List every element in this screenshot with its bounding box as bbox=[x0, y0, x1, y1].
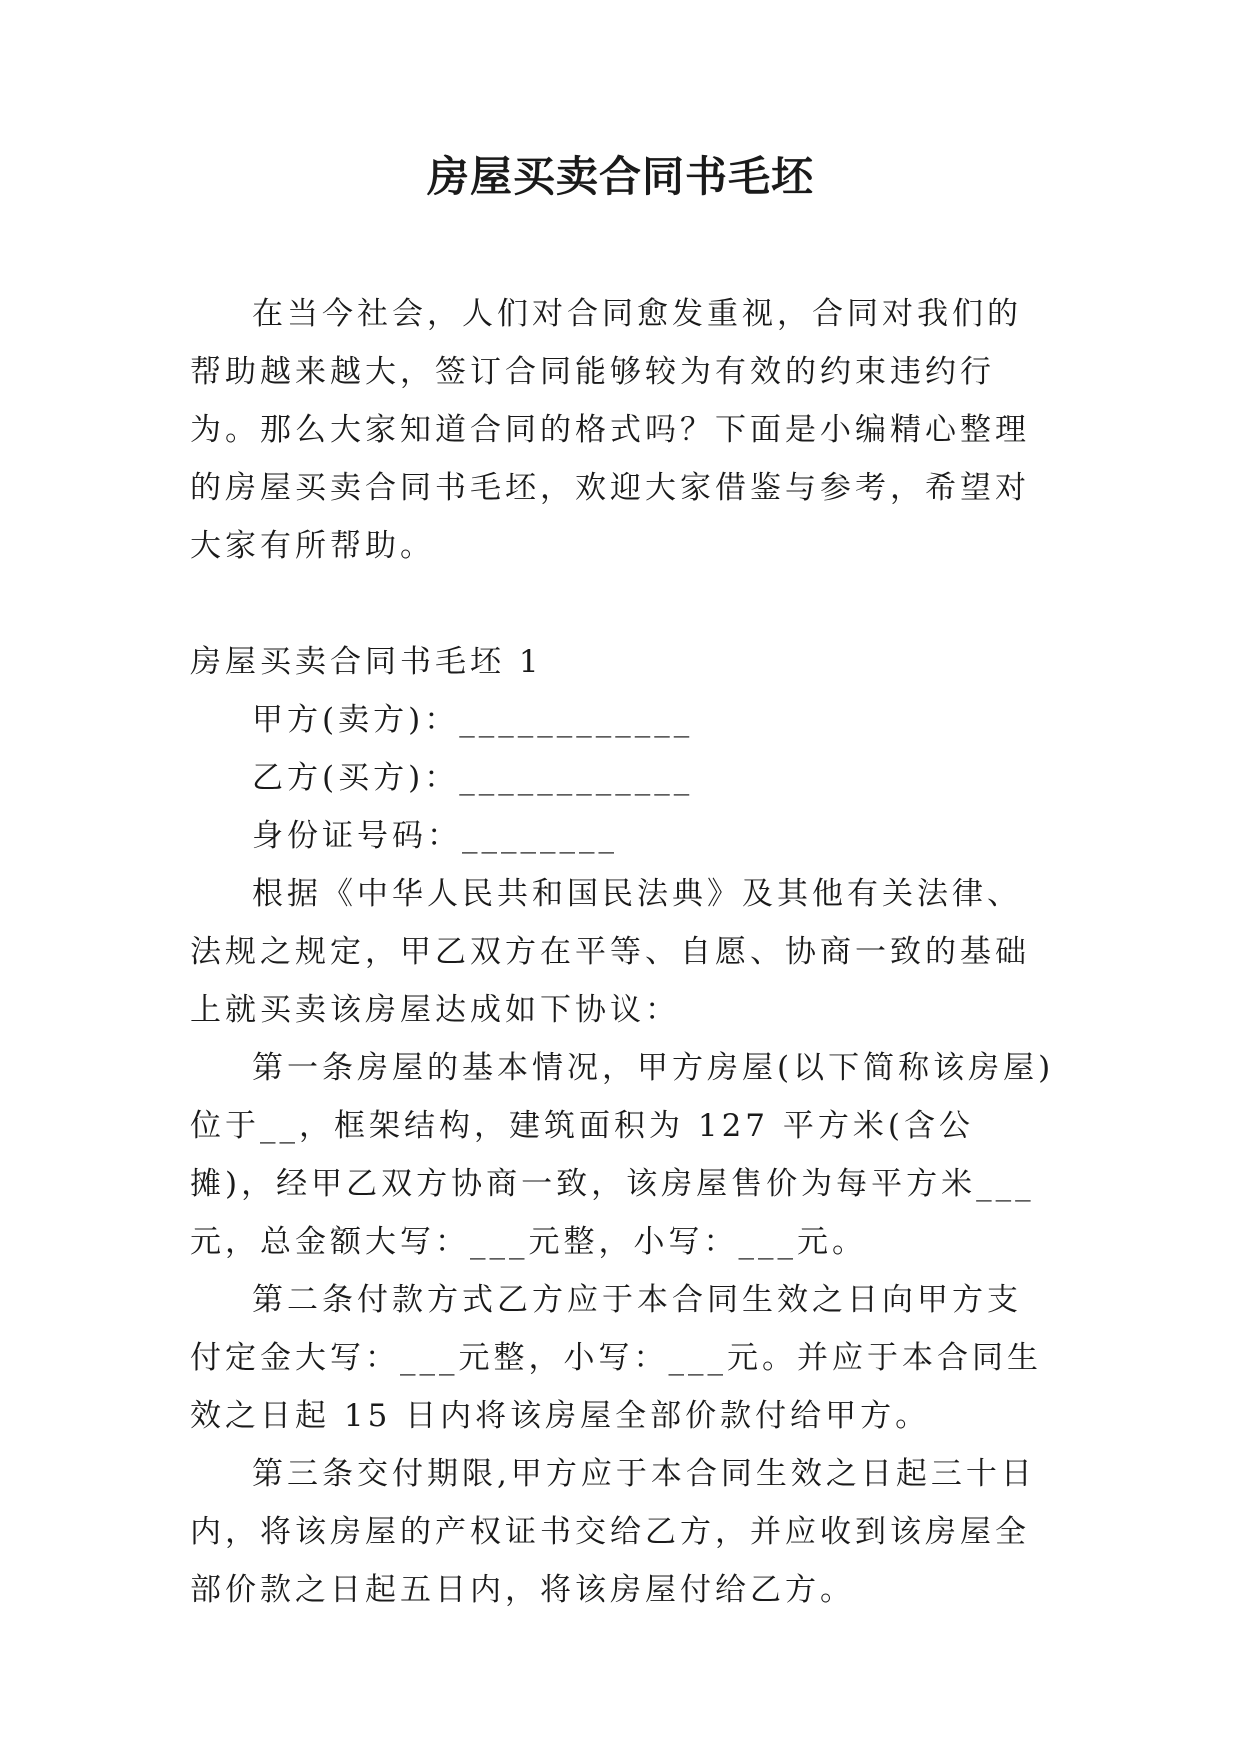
document-title: 房屋买卖合同书毛坯 bbox=[426, 152, 814, 201]
id-number-line: 身份证号码：________ bbox=[252, 818, 618, 854]
article-2-paragraph: 第二条付款方式乙方应于本合同生效之日向甲方支付定金大写：___元整，小写：___元。并应于本合同生效之日起 15 日内将该房屋全部价款付给甲方。 bbox=[190, 1282, 1042, 1434]
article-3-paragraph: 第三条交付期限,甲方应于本合同生效之日起三十日内，将该房屋的产权证书交给乙方，并应收到该房屋全部价款之日起五日内，将该房屋付给乙方。 bbox=[190, 1456, 1036, 1608]
intro-paragraph: 在当今社会，人们对合同愈发重视，合同对我们的帮助越来越大，签订合同能够较为有效的约束违约行为。那么大家知道合同的格式吗？下面是小编精心整理的房屋买卖合同书毛坯，欢迎大家借鉴与参考，希望对大家有所帮助。 bbox=[190, 296, 1030, 564]
preamble-paragraph: 根据《中华人民共和国民法典》及其他有关法律、法规之规定，甲乙双方在平等、自愿、协商一致的基础上就买卖该房屋达成如下协议： bbox=[190, 876, 1030, 1028]
party-b-line: 乙方(买方)：____________ bbox=[252, 760, 694, 796]
section-title: 房屋买卖合同书毛坯 1 bbox=[190, 644, 543, 680]
party-a-line: 甲方(卖方)：____________ bbox=[252, 702, 694, 738]
document-body bbox=[190, 285, 1056, 1619]
article-1-paragraph: 第一条房屋的基本情况，甲方房屋(以下简称该房屋)位于__，框架结构，建筑面积为 127 平方米(含公摊)，经甲乙双方协商一致，该房屋售价为每平方米___元，总金额大写：___元整，小写：___元。 bbox=[190, 1050, 1055, 1260]
